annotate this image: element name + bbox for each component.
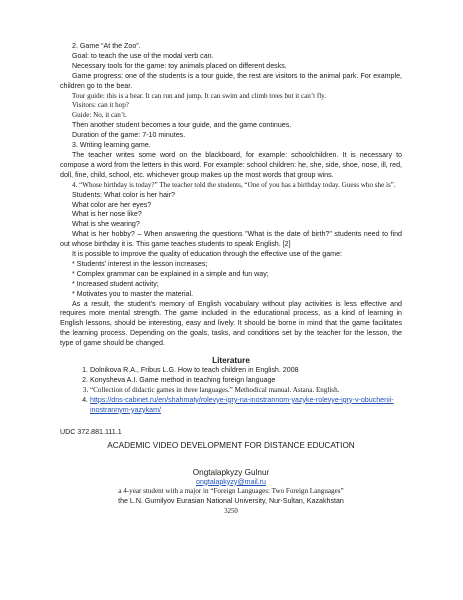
conclusion-intro: It is possible to improve the quality of education through the effective use of the game: (72, 250, 342, 259)
author-email (60, 478, 402, 488)
reference-item: 2. Konysheva A.I. Game method in teaching foreign language (90, 376, 402, 386)
reference-item: 1. Dolnikova R.A., Fribus L.G. How to teach children in English. 2008 (90, 366, 402, 376)
game2-dialog-1: Tour guide: this is a bear. It can run and jump. It can swim and climb trees but it can’t fly. (72, 91, 327, 100)
article-title: ACADEMIC VIDEO DEVELOPMENT FOR DISTANCE EDUCATION (107, 440, 355, 450)
game4-question-4: What is she wearing? (72, 220, 140, 229)
game2-title: 2. Game “At the Zoo”. (72, 42, 141, 50)
conclusion-bullet-2: * Complex grammar can be explained in a simple and fun way; (72, 269, 269, 278)
game2-continue: Then another student becomes a tour guide, and the game continues. (72, 121, 292, 130)
conclusion-bullet-1: * Students’ interest in the lesson increases; (72, 259, 208, 268)
literature-heading: Literature (212, 356, 250, 366)
page-content (60, 42, 402, 516)
reference-link[interactable]: https://dns-cabinet.ru/en/shahmaty/rolevye-igry-na-inostrannom-yazyke-rolevye-igry-v-obuchenii-inostrannym-yazykam/ (90, 395, 394, 414)
conclusion-bullet-4: * Motivates you to master the material. (72, 289, 194, 298)
game4-question-3: What is her nose like? (72, 210, 142, 219)
conclusion-bullet-3: * Increased student activity; (72, 279, 159, 288)
reference-list (60, 366, 402, 416)
game4-question-1: Students: What color is her hair? (72, 190, 175, 199)
game4-question-2: What color are her eyes? (72, 200, 152, 209)
reference-item (90, 396, 402, 416)
udc-code: UDC 372.881.111.1 (60, 427, 122, 436)
game4-question-5: What is her hobby? – When answering the questions "What is the date of birth?" students need to find out whose birthday it is. This game teaches students to speak English. [2] (60, 230, 402, 249)
game2-progress: Game progress: one of the students is a tour guide, the rest are visitors to the animal park. For example, children go to the bear. (60, 71, 402, 90)
page-number: 3250 (224, 508, 238, 516)
game2-dialog-2: Visitors: can it hop? (72, 101, 129, 110)
author-affiliation-1: a 4-year student with a major in “Foreign Languages: Two Foreign Languages” (118, 487, 344, 496)
author-name: Ongtalapkyzy Gulnur (192, 467, 270, 477)
conclusion-result: As a result, the student’s memory of English vocabulary without play activities is less effective and requires more mental strength. The game included in the educational process, as a kind of learning in English lessons, should be interesting, easy and lively. It should be borne in mind that the game facilitates the learning process. Depending on the goals, tasks, and conditions set by the teacher for the lesson, the type of game should be changed. (60, 299, 402, 348)
game4-intro: 4. “Whose birthday is today?” The teacher told the students, “One of you has a birthday today. Guess who she is”. (72, 180, 396, 189)
author-affiliation-2: the L.N. Gumilyov Eurasian National University, Nur-Sultan, Kazakhstan (118, 497, 344, 506)
game3-text: The teacher writes some word on the blackboard, for example: schoolchildren. It is necessary to compose a word from the letters in this word. For example: school children: he, she, side, shoe, nose, ill, red, doll, fine, child, school, etc. whichever group makes up the most words that group wins. (60, 150, 402, 179)
game2-dialog-3: Guide: No, it can’t. (72, 111, 127, 120)
email-link[interactable]: ongtalapkyzy@mail.ru (196, 477, 266, 486)
game3-title: 3. Writing learning game. (72, 141, 151, 150)
reference-item: 3. “Collection of didactic games in three languages.” Methodical manual. Astana. English. (90, 386, 402, 396)
game2-goal: Goal: to teach the use of the modal verb can. (72, 51, 214, 60)
game2-tools: Necessary tools for the game: toy animals placed on different desks. (72, 61, 287, 70)
game2-duration: Duration of the game: 7-10 minutes. (72, 131, 186, 140)
